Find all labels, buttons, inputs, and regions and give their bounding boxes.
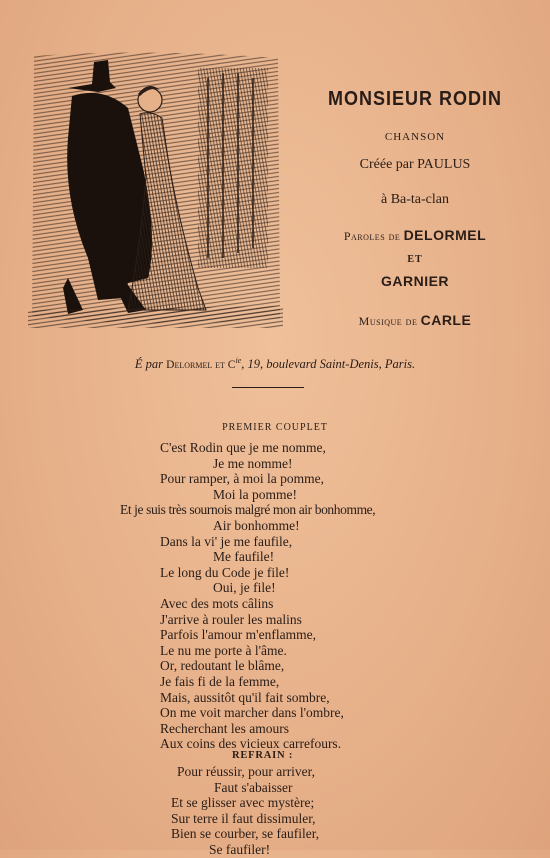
created-by: Créée par PAULUS [359,157,471,172]
couplet-line: Mais, aussitôt qu'il fait sombre, [160,689,330,705]
publisher-prefix: É par [134,357,164,372]
venue: à Ba-ta-clan [380,192,449,207]
couplet-line: Le long du Code je file! [160,564,290,580]
and-label: ET [407,254,423,265]
couplet-line: J'arrive à rouler les malins [160,611,302,627]
couplet-line: Oui, je file! [213,580,276,596]
divider-rule [232,387,304,388]
engraving-illustration [28,48,283,328]
publisher-line [0,356,550,372]
lyrics-prefix: Paroles de [343,229,401,243]
publisher-address: , 19, boulevard Saint-Denis, Paris. [241,357,416,372]
song-title: MONSIEUR RODIN [327,86,502,110]
publisher-sup: ie [235,356,242,365]
couplet-line: Recherchant les amours [160,720,289,736]
couplet-line: Avec des mots câlins [160,596,274,611]
couplet-line: Moi la pomme! [213,486,297,502]
composer: CARLE [420,312,472,328]
couplet-line: Le nu me porte à l'âme. [160,642,287,658]
couplet-line: Dans la vi' je me faufile, [160,533,293,549]
refrain-line: Sur terre il faut dissimuler, [171,810,316,826]
refrain-line: Et se glisser avec mystère; [171,795,315,811]
couplet-line: C'est Rodin que je me nomme, [160,440,326,455]
couplet-line: On me voit marcher dans l'ombre, [160,705,344,721]
refrain-heading: REFRAIN : [232,750,294,761]
couplet-line: Aux coins des vicieux carrefours. [160,736,342,752]
couplet-line: Je fais fi de la femme, [160,674,280,689]
song-genre: CHANSON [384,131,446,143]
couplet-line: Air bonhomme! [213,518,300,533]
refrain-line: Se faufiler! [209,842,271,857]
music-prefix: Musique de [358,314,418,328]
couplet-line: Et je suis très sournois malgré mon air bonhomme, [120,502,376,518]
couplet-heading: PREMIER COUPLET [222,422,328,433]
couplet-line: Or, redoutant le blâme, [160,658,285,674]
couplet-line: Me faufile! [213,549,275,565]
couplet-line: Pour ramper, à moi la pomme, [160,471,325,487]
lyricist-2: GARNIER [380,273,450,289]
music-credit [290,312,540,329]
title-block [290,88,540,329]
publisher-name: Delormel et C [166,359,236,372]
lyricist-2-line [290,273,540,290]
refrain-line: Bien se courber, se faufiler, [171,826,320,842]
couplet-line: Je me nomme! [213,455,293,471]
refrain-line: Faut s'abaisser [214,779,293,795]
lyricist-1: DELORMEL [403,227,487,243]
couplet-line: Parfois l'amour m'enflamme, [160,627,316,643]
lyrics-credit [290,227,540,244]
refrain-line: Pour réussir, pour arriver, [177,764,316,779]
